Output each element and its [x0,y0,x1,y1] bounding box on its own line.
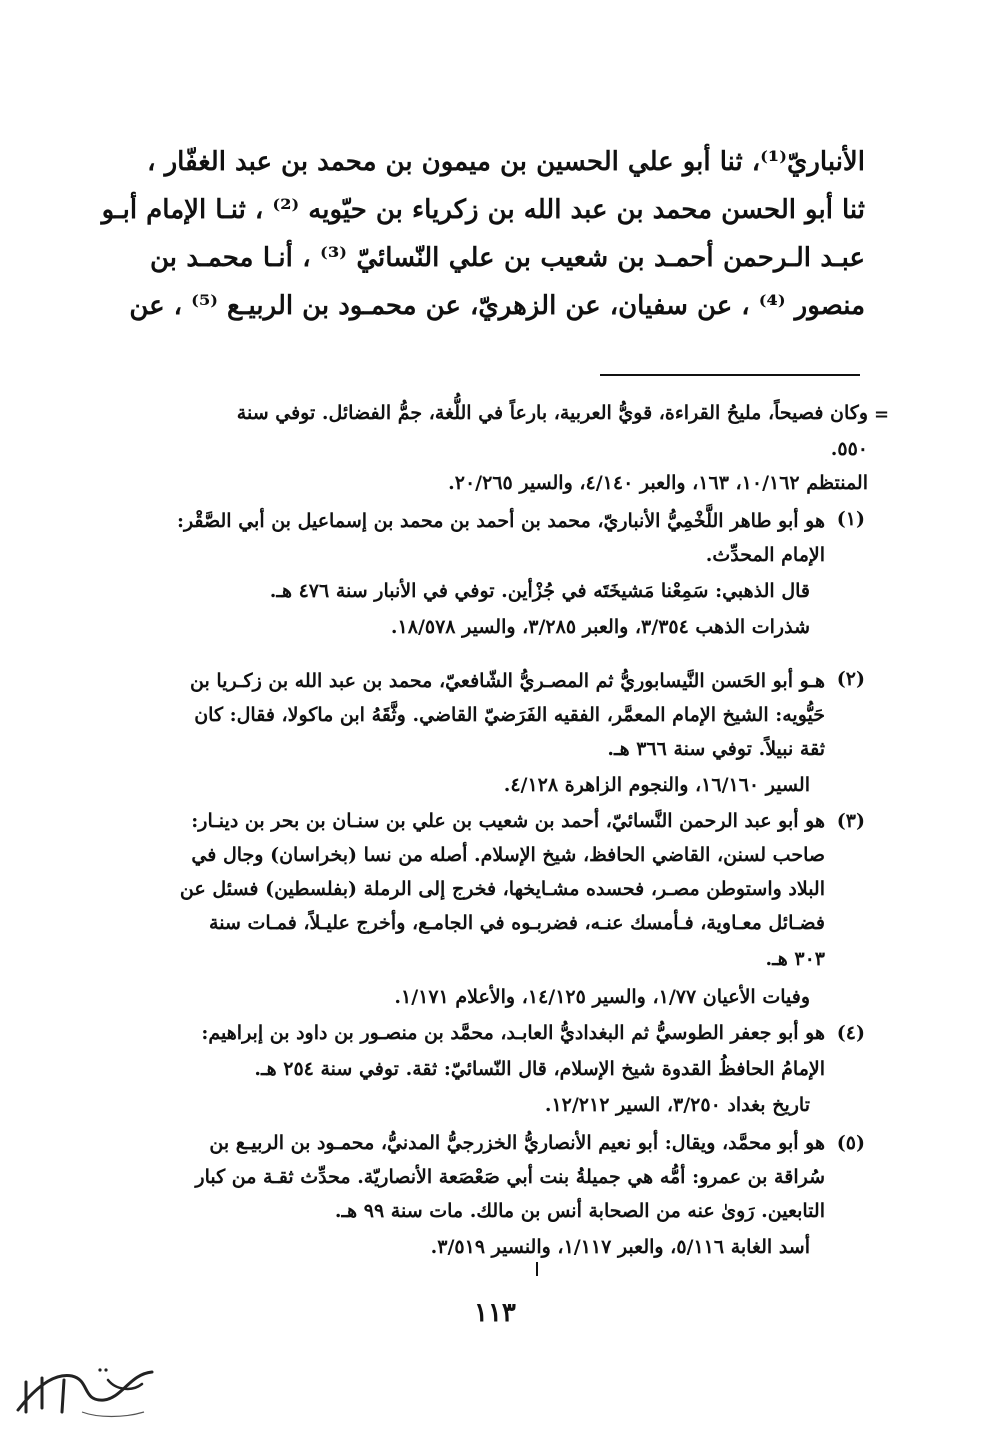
footnote-line: هو أبو طاهر اللَّخْمِيُّ الأنباريّ، محمد بن أحمد بن محمد بن إسماعيل بن أبي الصَّقْر: [176,510,825,532]
footnote-number: (٥) [836,1132,865,1154]
footnote-refs: المنتظم ١٠/١٦٢، ١٦٣، والعبر ٤/١٤٠، والسير ٢٠/٢٦٥. [448,472,868,494]
footnote-line: ٥٥٠. [830,438,868,460]
footnote-line: هو أبو محمَّد، ويقال: أبو نعيم الأنصاريُّ الخزرجيُّ المدنيُّ، محمـود بن الربيـع بن [209,1132,825,1154]
footnote-line: قال الذهبي: سَمِعْنا مَشيخَتَه في جُزْأين. توفي في الأنبار سنة ٤٧٦ هـ. [269,580,810,602]
footnote-refs: وفيات الأعيان ١/٧٧، والسير ١٤/١٢٥، والأعلام ١/١٧١. [394,986,810,1008]
footnote-line: الإمامُ الحافظُ القدوة شيخ الإسلام، قال النّسائيّ: ثقة. توفي سنة ٢٥٤ هـ. [254,1058,825,1080]
footnote-line: ٣٠٣ هـ. [765,948,825,970]
footnote-separator [600,374,860,376]
main-text-line: عبـد الـرحمن أحمـد بن شعيب بن علي النّسائيّ ⁽³⁾ ، أنـا محمـد بن [150,243,865,273]
main-text-line: منصور ⁽⁴⁾ ، عن سفيان، عن الزهريّ، عن محمـود بن الربيـع ⁽⁵⁾ ، عن [129,291,865,321]
footnote-line: البلاد واستوطن مصـر، فحسده مشـايخها، فخرج إلى الرملة (بفلسطين) فسئل عن [179,878,825,900]
footnote-line: الإمام المحدِّث. [705,544,825,566]
page-number: ١١٣ [474,1298,516,1328]
footnote-line: حَيُّويه: الشيخ الإمام المعمَّر، الفقيه الفَرَضيّ القاضي. وثَّقَهُ ابن ماكولا، فقال: كان [194,704,825,726]
footnote-number: (٣) [836,810,865,832]
footnote-line: هو أبو عبد الرحمن النَّسائيّ، أحمد بن شعيب بن علي بن سنـان بن بحر بن دينـار: [191,810,825,832]
footnote-number: (٢) [836,668,865,690]
main-text-line: الأنباريّ⁽¹⁾، ثنا أبو علي الحسين بن ميمون بن محمد بن عبد الغفّار ، [147,147,865,177]
footnote-line: فضـائل معـاوية، فـأمسك عنـه، فضربـوه في الجامـع، وأخرج عليـلاً، فمـات سنة [209,912,825,934]
footnote-line: وكان فصيحاً، مليحُ القراءة، قويُّ العربية، بارعاً في اللُّغة، جمُّ الفضائل. توفي سنة [236,402,868,424]
print-mark [536,1262,538,1276]
publisher-logo [12,1362,162,1424]
footnote-line: التابعين. رَوىٰ عنه من الصحابة أنس بن مالك. مات سنة ٩٩ هـ. [334,1200,825,1222]
footnote-refs: تاريخ بغداد ٣/٢٥٠، السير ١٢/٢١٢. [544,1094,810,1116]
footnote-refs: السير ١٦/١٦٠، والنجوم الزاهرة ٤/١٢٨. [503,774,810,796]
footnote-line: صاحب لسنن، القاضي الحافظ، شيخ الإسلام. أصله من نسا (بخراسان) وجال في [191,844,825,866]
footnote-refs: أسد الغابة ٥/١١٦، والعبر ١/١١٧، والنسير ٣/٥١٩. [430,1236,810,1258]
footnote-refs: شذرات الذهب ٣/٣٥٤، والعبر ٣/٢٨٥، والسير ١٨/٥٧٨. [390,616,810,638]
footnote-line: هـو أبو الحَسن النَّيسابوريُّ ثم المصـريُّ الشّافعيّ، محمد بن عبد الله بن زكـريا بن [190,670,825,692]
footnote-number: (٤) [836,1022,865,1044]
footnote-number: (١) [836,508,865,530]
main-text-line: ثنا أبو الحسن محمد بن عبد الله بن زكرياء بن حيّويه ⁽²⁾ ، ثنـا الإمام أبـو [101,195,865,225]
continuation-mark: = [874,404,890,425]
footnote-line: ثقة نبيلاً. توفي سنة ٣٦٦ هـ. [607,738,825,760]
footnote-line: سُراقة بن عمرو: أمُّه هي جميلةُ بنت أبي صَعْصَعة الأنصاريّة. محدِّث ثقـة من كبار [195,1166,825,1188]
footnote-line: هو أبو جعفر الطوسيُّ ثم البغداديُّ العابـد، محمَّد بن منصـور بن داود بن إبراهيم: [201,1022,825,1044]
